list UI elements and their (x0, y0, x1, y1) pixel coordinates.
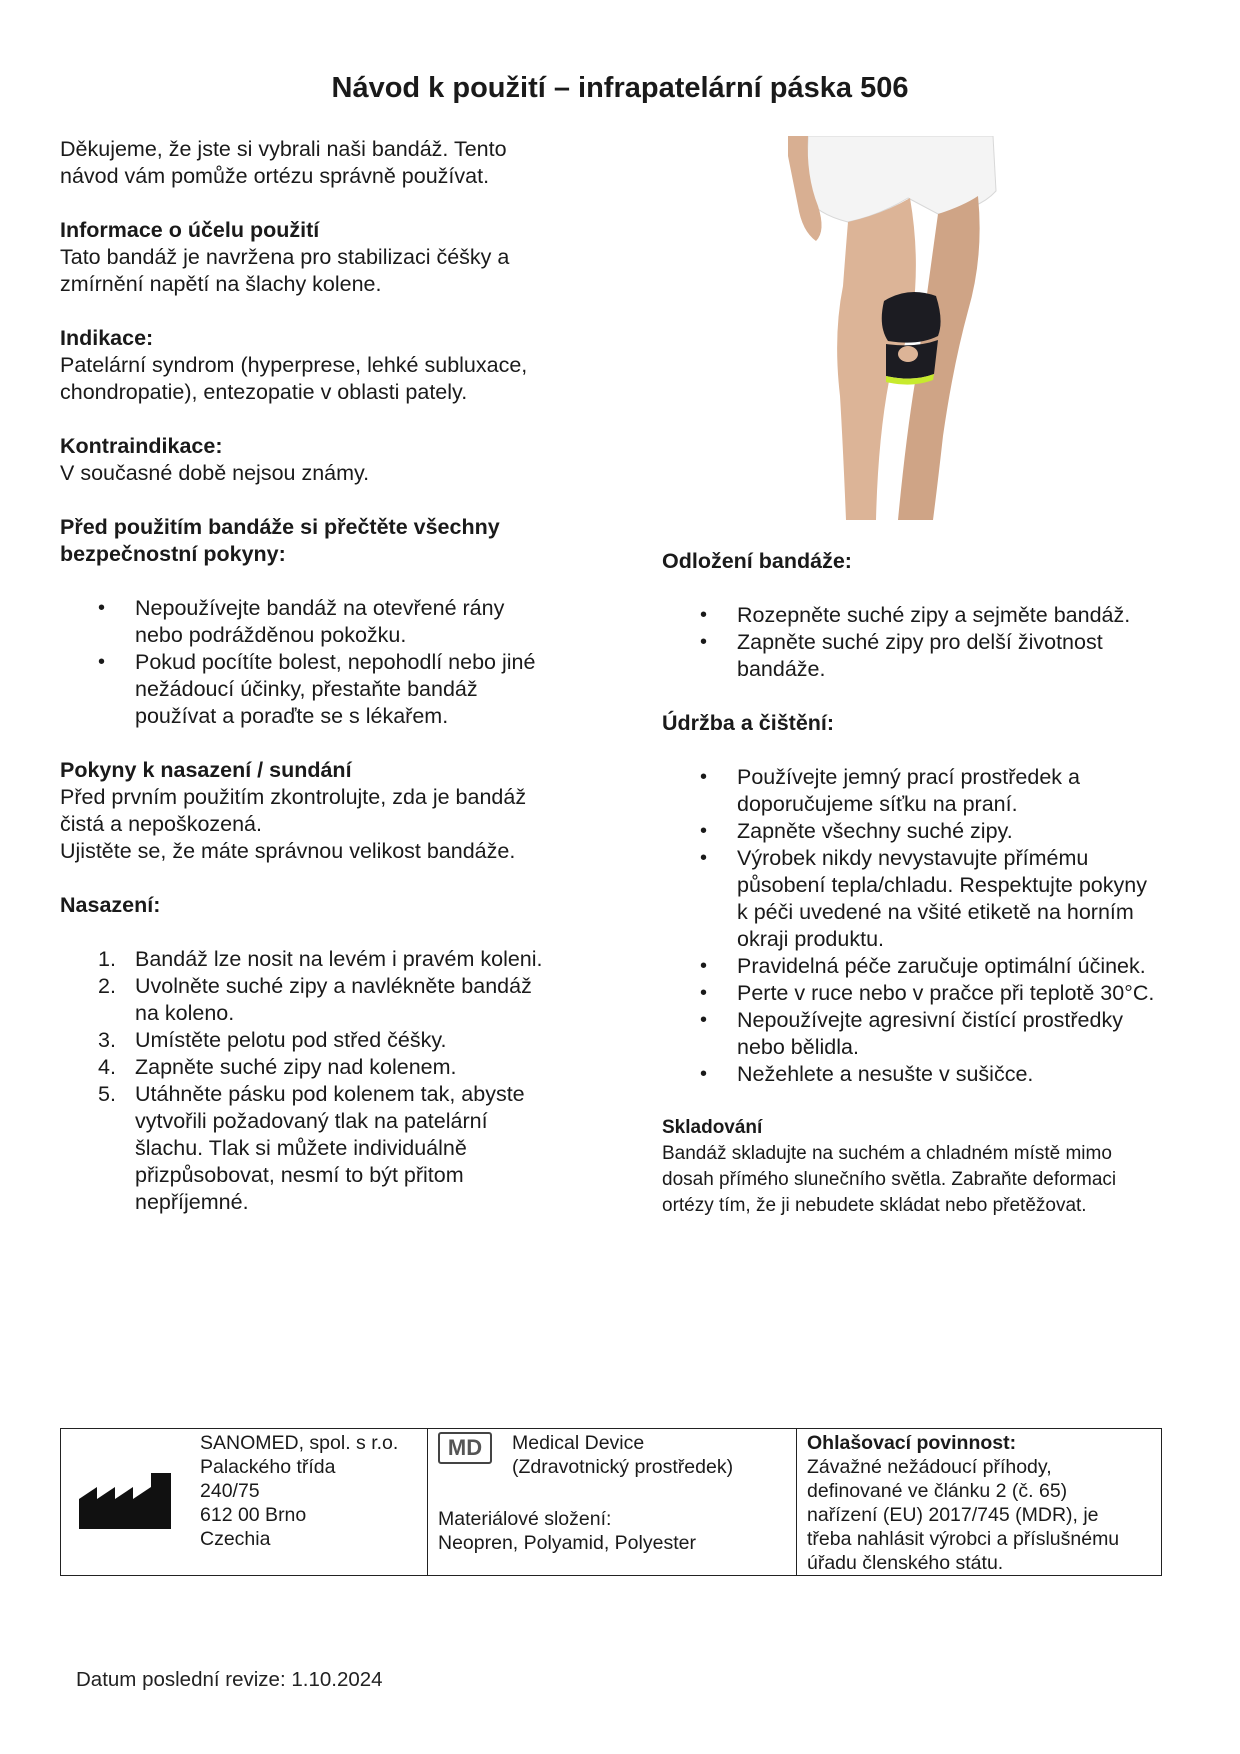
list-item-line: šlachu. Tlak si můžete individuálně (135, 1136, 467, 1160)
revision-date: Datum poslední revize: 1.10.2024 (76, 1668, 383, 1691)
indications-section (60, 325, 580, 406)
address-line: 240/75 (200, 1480, 260, 1502)
indications-heading: Indikace: (60, 326, 154, 350)
contraindications-line: V současné době nejsou známy. (60, 461, 370, 485)
list-item (662, 1061, 1202, 1088)
device-line: Medical Device (512, 1432, 645, 1454)
footer-table (60, 1428, 1162, 1576)
list-item-line: vytvořili požadovaný tlak na patelární (135, 1109, 488, 1133)
wearing-line: Ujistěte se, že máte správnou velikost bandáže. (60, 839, 516, 863)
list-item-line: • Nepoužívejte agresivní čistící prostředky (737, 1008, 1123, 1032)
wearing-line: Před prvním použitím zkontrolujte, zda je bandáž (60, 785, 527, 809)
list-item-line: přizpůsobovat, nesmí to být přitom (135, 1163, 464, 1187)
list-item-line: na koleno. (135, 1001, 235, 1025)
address-line: Czechia (200, 1528, 271, 1550)
material-value: Neopren, Polyamid, Polyester (438, 1532, 696, 1554)
step-number: 4. (98, 1055, 116, 1079)
list-item-line: Uvolněte suché zipy a navlékněte bandáž (135, 974, 532, 998)
list-item (662, 953, 1202, 980)
indications-line: Patelární syndrom (hyperprese, lehké subluxace, (60, 353, 528, 377)
device-cell (428, 1429, 797, 1576)
wearing-section (60, 757, 580, 865)
list-item (662, 818, 1202, 845)
material-label: Materiálové složení: (438, 1508, 612, 1530)
reporting-line: Závažné nežádoucí příhody, (807, 1456, 1052, 1478)
list-item (60, 649, 580, 730)
step-number: 5. (98, 1082, 116, 1106)
list-item-line: doporučujeme síťku na praní. (737, 792, 1018, 816)
reporting-line: úřadu členského státu. (807, 1552, 1004, 1574)
application-section (60, 892, 580, 1216)
list-item-line: • Pokud pocítíte bolest, nepohodlí nebo jiné (135, 650, 536, 674)
safety-heading: Před použitím bandáže si přečtěte všechny (60, 515, 500, 539)
list-item-line: • Nepoužívejte bandáž na otevřené rány (135, 596, 505, 620)
reporting-cell (797, 1429, 1162, 1576)
reporting-info (807, 1431, 1119, 1575)
list-item (60, 1054, 580, 1081)
list-item-line: • Výrobek nikdy nevystavujte přímému (737, 846, 1089, 870)
factory-icon (79, 1473, 171, 1529)
list-item-line: nepříjemné. (135, 1190, 249, 1214)
indications-line: chondropatie), entezopatie v oblasti pately. (60, 380, 468, 404)
safety-section (60, 514, 580, 730)
intro (60, 136, 580, 190)
list-item-line: • Používejte jemný prací prostředek a (737, 765, 1080, 789)
list-item-line: působení tepla/chladu. Respektujte pokyny (737, 873, 1147, 897)
reporting-heading: Ohlašovací povinnost: (807, 1432, 1017, 1454)
safety-heading: bezpečnostní pokyny: (60, 542, 286, 566)
contraindications-heading: Kontraindikace: (60, 434, 223, 458)
intro-line: návod vám pomůže ortézu správně používat. (60, 164, 490, 188)
application-heading: Nasazení: (60, 893, 161, 917)
list-item-line: • Zapněte suché zipy pro delší životnost (737, 630, 1103, 654)
reporting-line: třeba nahlásit výrobci a příslušnému (807, 1528, 1120, 1550)
storage-section (662, 1115, 1202, 1219)
purpose-line: zmírnění napětí na šlachy kolene. (60, 272, 382, 296)
material-info (438, 1507, 696, 1555)
list-item (662, 629, 1202, 683)
storage-line: dosah přímého slunečního světla. Zabraňte deformaci (662, 1169, 1117, 1190)
address-line: SANOMED, spol. s r.o. (200, 1432, 399, 1454)
device-label (512, 1431, 733, 1479)
right-column (662, 548, 1202, 1219)
md-symbol-icon (438, 1432, 492, 1464)
care-heading: Údržba a čištění: (662, 711, 835, 735)
purpose-heading: Informace o účelu použití (60, 218, 320, 242)
list-item (60, 595, 580, 649)
application-steps (60, 946, 580, 1216)
list-item (662, 1007, 1202, 1061)
address-line: Palackého třída (200, 1456, 336, 1478)
product-photo (788, 136, 1010, 520)
list-item (662, 845, 1202, 953)
step-number: 1. (98, 947, 116, 971)
list-item-line: • Perte v ruce nebo v pračce při teplotě 30°C. (737, 981, 1155, 1005)
list-item-line: nebo podrážděnou pokožku. (135, 623, 407, 647)
step-number: 3. (98, 1028, 116, 1052)
list-item-line: nežádoucí účinky, přestaňte bandáž (135, 677, 478, 701)
reporting-line: definované ve článku 2 (č. 65) (807, 1480, 1068, 1502)
manufacturer-address (200, 1431, 398, 1551)
removal-heading: Odložení bandáže: (662, 549, 852, 573)
list-item-line: • Rozepněte suché zipy a sejměte bandáž. (737, 603, 1131, 627)
purpose-section (60, 217, 580, 298)
list-item (60, 946, 580, 973)
list-item-line: Bandáž lze nosit na levém i pravém koleni. (135, 947, 543, 971)
reporting-line: nařízení (EU) 2017/745 (MDR), je (807, 1504, 1099, 1526)
care-section (662, 710, 1202, 1088)
contraindications-section (60, 433, 580, 487)
list-item-line: Zapněte suché zipy nad kolenem. (135, 1055, 457, 1079)
intro-line: Děkujeme, že jste si vybrali naši bandáž. Tento (60, 137, 507, 161)
list-item (662, 980, 1202, 1007)
safety-list (60, 595, 580, 730)
list-item-line: k péči uvedené na všité etiketě na horním (737, 900, 1134, 924)
list-item (60, 1027, 580, 1054)
care-list (662, 764, 1202, 1088)
removal-list (662, 602, 1202, 683)
storage-line: Bandáž skladujte na suchém a chladném místě mimo (662, 1143, 1112, 1164)
list-item-line: Umístěte pelotu pod střed čéšky. (135, 1028, 447, 1052)
list-item (662, 764, 1202, 818)
address-line: 612 00 Brno (200, 1504, 307, 1526)
page-title: Návod k použití – infrapatelární páska 506 (331, 72, 909, 104)
purpose-line: Tato bandáž je navržena pro stabilizaci čéšky a (60, 245, 510, 269)
list-item-line: bandáže. (737, 657, 826, 681)
list-item-line: • Zapněte všechny suché zipy. (737, 819, 1013, 843)
storage-heading: Skladování (662, 1117, 763, 1138)
wearing-line: čistá a nepoškozená. (60, 812, 262, 836)
step-number: 2. (98, 974, 116, 998)
list-item-line: používat a poraďte se s lékařem. (135, 704, 449, 728)
list-item (60, 1081, 580, 1216)
device-line: (Zdravotnický prostředek) (512, 1456, 734, 1478)
wearing-heading: Pokyny k nasazení / sundání (60, 758, 352, 782)
list-item (662, 602, 1202, 629)
md-symbol-text: MD (447, 1435, 483, 1460)
list-item-line: • Pravidelná péče zaručuje optimální účinek. (737, 954, 1146, 978)
list-item-line: nebo bělidla. (737, 1035, 859, 1059)
list-item-line: • Nežehlete a nesušte v sušičce. (737, 1062, 1034, 1086)
list-item-line: okraji produktu. (737, 927, 884, 951)
storage-line: ortézy tím, že ji nebudete skládat nebo přetěžovat. (662, 1195, 1087, 1216)
manufacturer-cell (61, 1429, 428, 1576)
left-column (60, 136, 580, 1216)
list-item-line: Utáhněte pásku pod kolenem tak, abyste (135, 1082, 525, 1106)
list-item (60, 973, 580, 1027)
removal-section (662, 548, 1202, 683)
